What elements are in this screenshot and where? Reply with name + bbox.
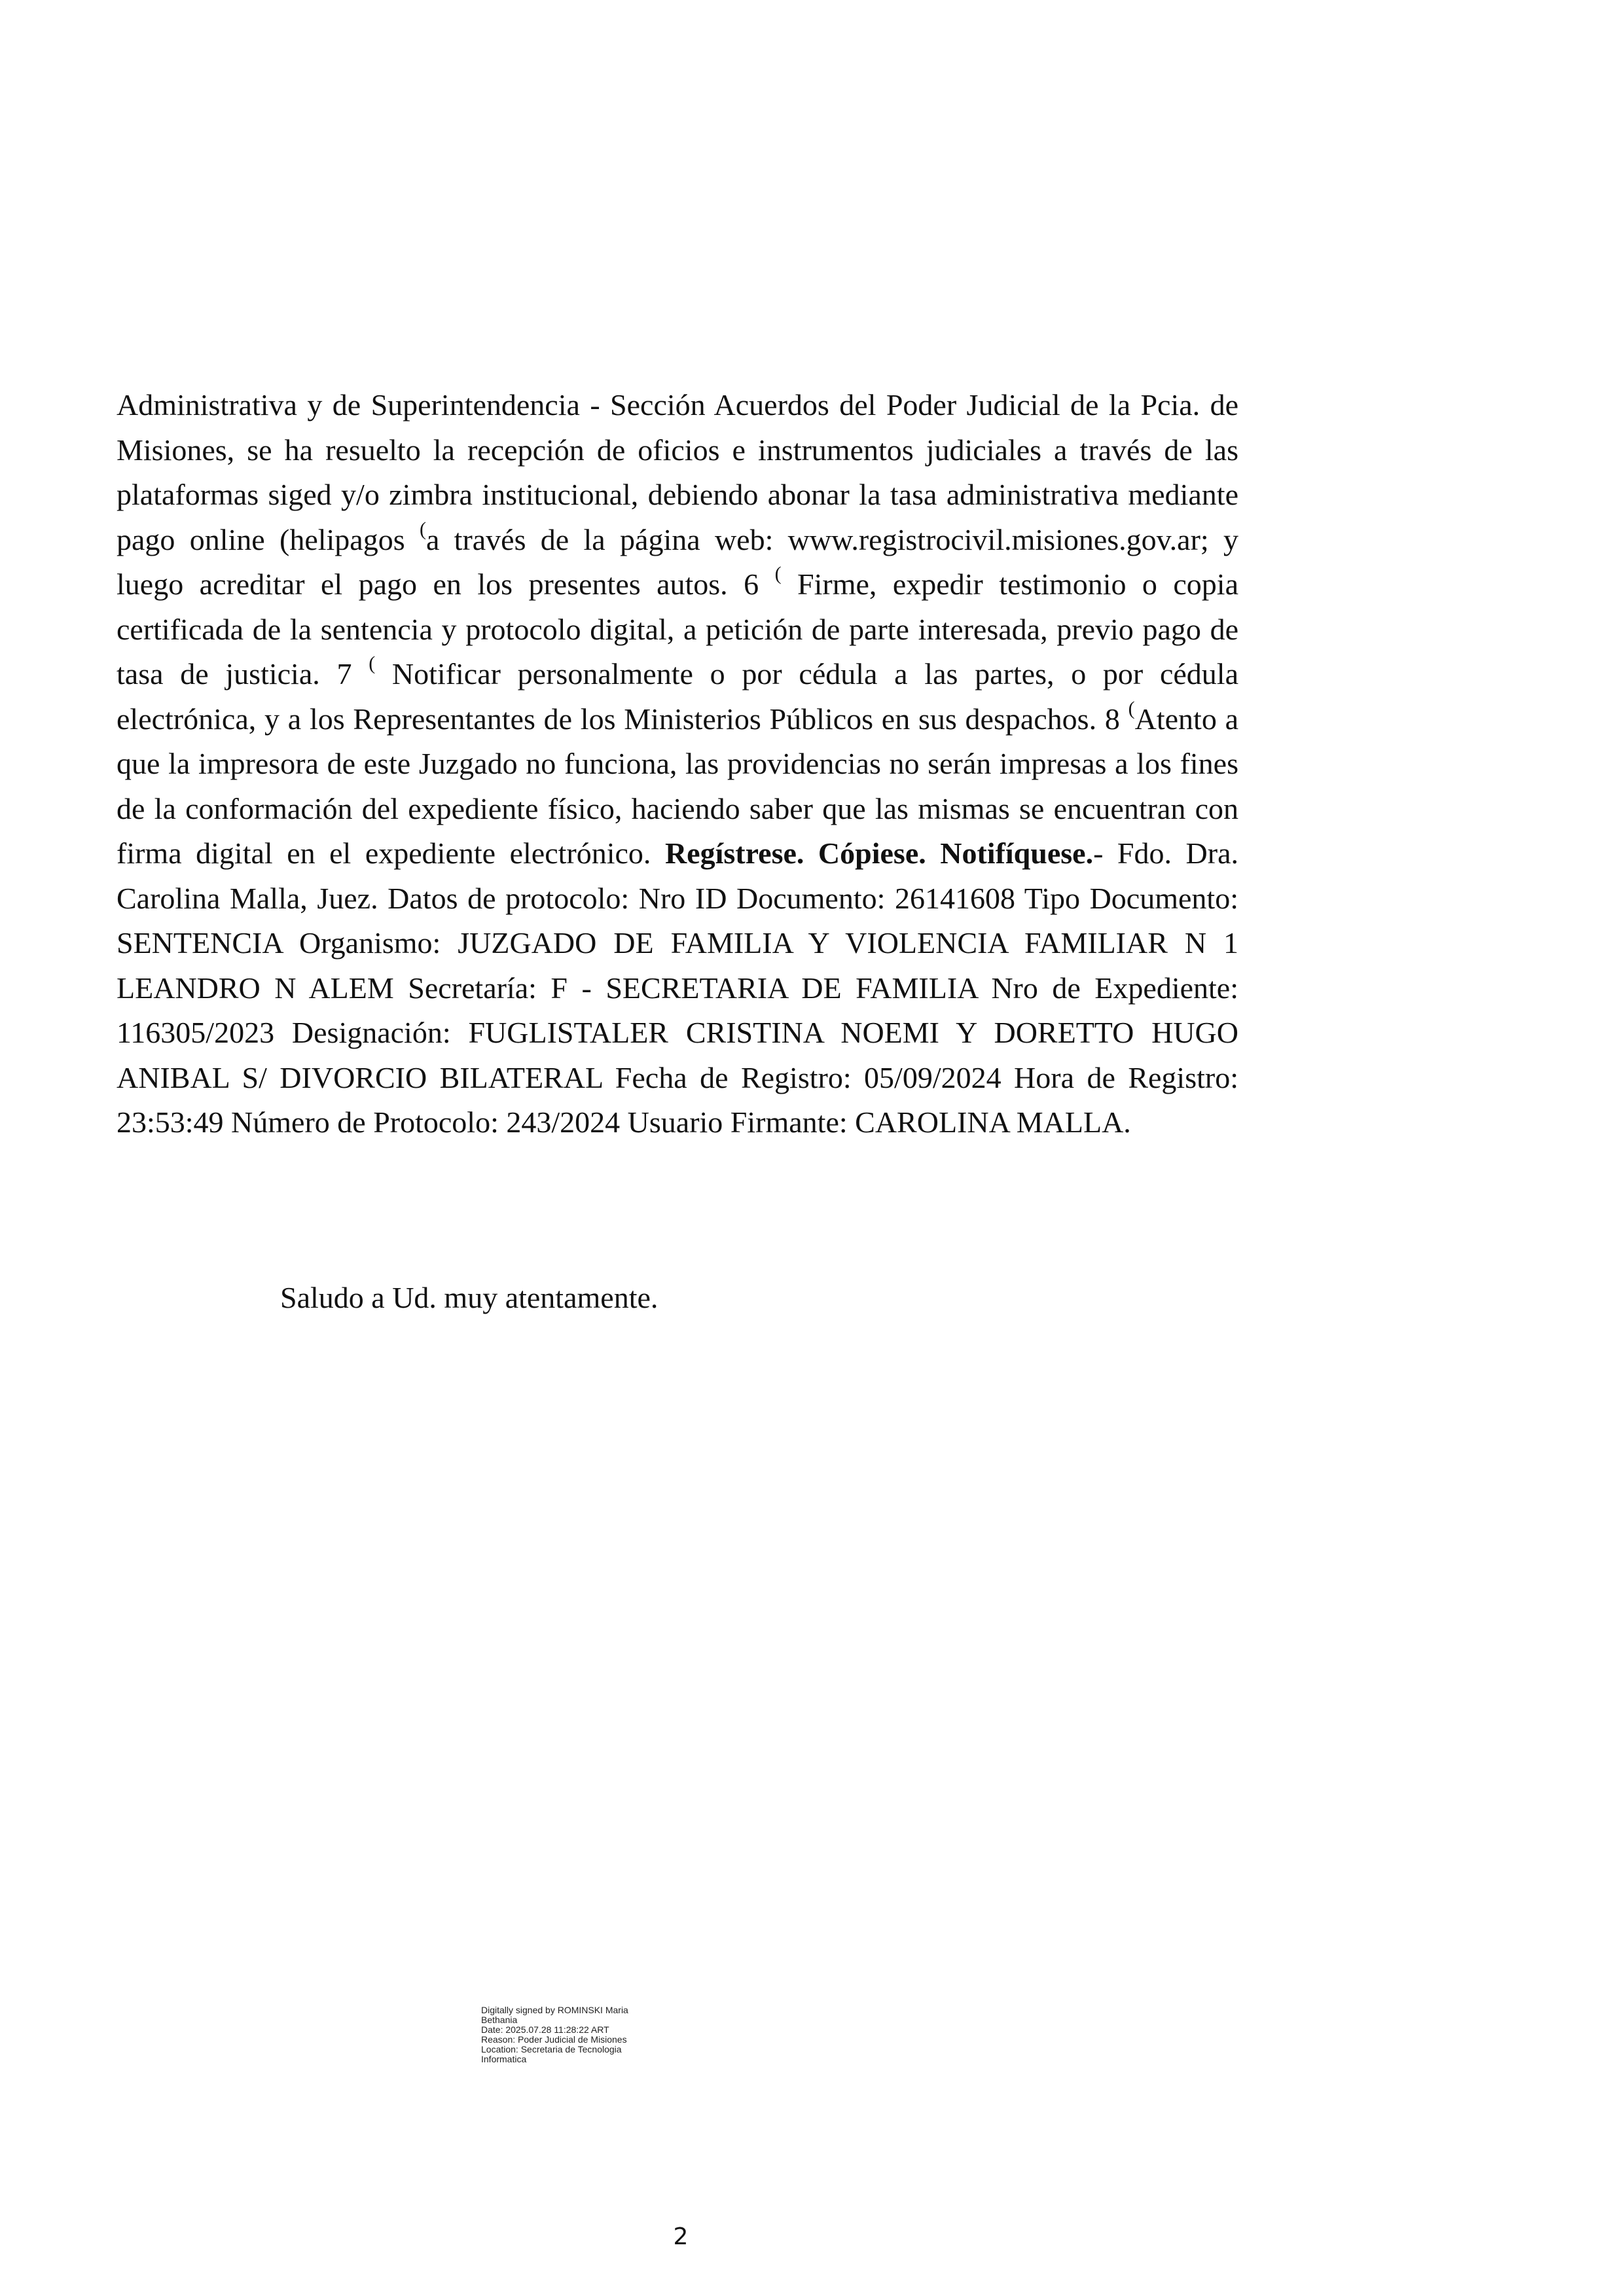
paragraph-text — [117, 383, 1238, 1145]
text-segment: - Fdo. Dra. Carolina Malla, Juez. Datos de protocolo: Nro ID Documento: 26141608 Tipo Documento: SENTENCIA Organismo: JUZGADO DE FAMILIA Y VIOLENCIA FAMILIAR N 1 LEANDRO N ALEM Secretaría: F - SECRETARIA DE FAMILIA Nro de Expediente: 116305/2023 Designación: FUGLISTALER CRISTINA NOEMI Y DORETTO HUGO ANIBAL S/ DIVORCIO BILATERAL Fecha de Registro: 05/09/2024 Hora de Registro: 23:53:49 Número de Protocolo: 243/2024 Usuario Firmante: CAROLINA MALLA. — [117, 836, 1238, 1139]
digital-signature-block — [481, 2005, 704, 2064]
text-segment: a través de la página web: www.registrocivil.misiones.gov.ar; y luego acreditar el pago en los presentes autos. 6 — [117, 522, 1239, 601]
text-segment: Atento a que la impresora de este Juzgado no funciona, las providencias no serán impresas a los fines de la conformación del expediente físico, haciendo saber que las mismas se encuentran con firma digital en el expediente electrónico. — [117, 702, 1239, 870]
superscript-mark: ( — [369, 653, 376, 674]
closing-salutation: Saludo a Ud. muy atentamente. — [280, 1281, 659, 1314]
superscript-mark: ( — [419, 518, 426, 540]
body-paragraph — [117, 383, 1238, 1145]
superscript-mark: ( — [1128, 697, 1135, 719]
signature-line: Location: Secretaria de Tecnologia — [481, 2044, 622, 2054]
signature-line: Date: 2025.07.28 11:28:22 ART — [481, 2024, 609, 2035]
bold-directive: Regístrese. Cópiese. Notifíquese. — [664, 836, 1094, 870]
text-segment: Firme, expedir testimonio o copia certificada de la sentencia y protocolo digital, a petición de parte interesada, previo pago de tasa de justicia. 7 — [117, 567, 1238, 691]
signature-line: Digitally signed by ROMINSKI Maria — [481, 2005, 628, 2015]
signature-line: Informatica — [481, 2054, 527, 2064]
superscript-mark: ( — [774, 563, 782, 584]
text-segment: Administrativa y de Superintendencia - Sección Acuerdos del Poder Judicial de la Pcia. de Misiones, se ha resuelto la recepción de oficios e instrumentos judiciales a través de las plataformas siged y/o zimbra institucional, debiendo abonar la tasa administrativa mediante pago online (helipagos — [117, 388, 1238, 556]
signature-line: Bethania — [481, 2015, 518, 2025]
signature-line: Reason: Poder Judicial de Misiones — [481, 2034, 627, 2045]
page-number: 2 — [673, 2223, 689, 2250]
text-segment: Notificar personalmente o por cédula a las partes, o por cédula electrónica, y a los Representantes de los Ministerios Públicos en sus despachos. 8 — [117, 657, 1238, 736]
